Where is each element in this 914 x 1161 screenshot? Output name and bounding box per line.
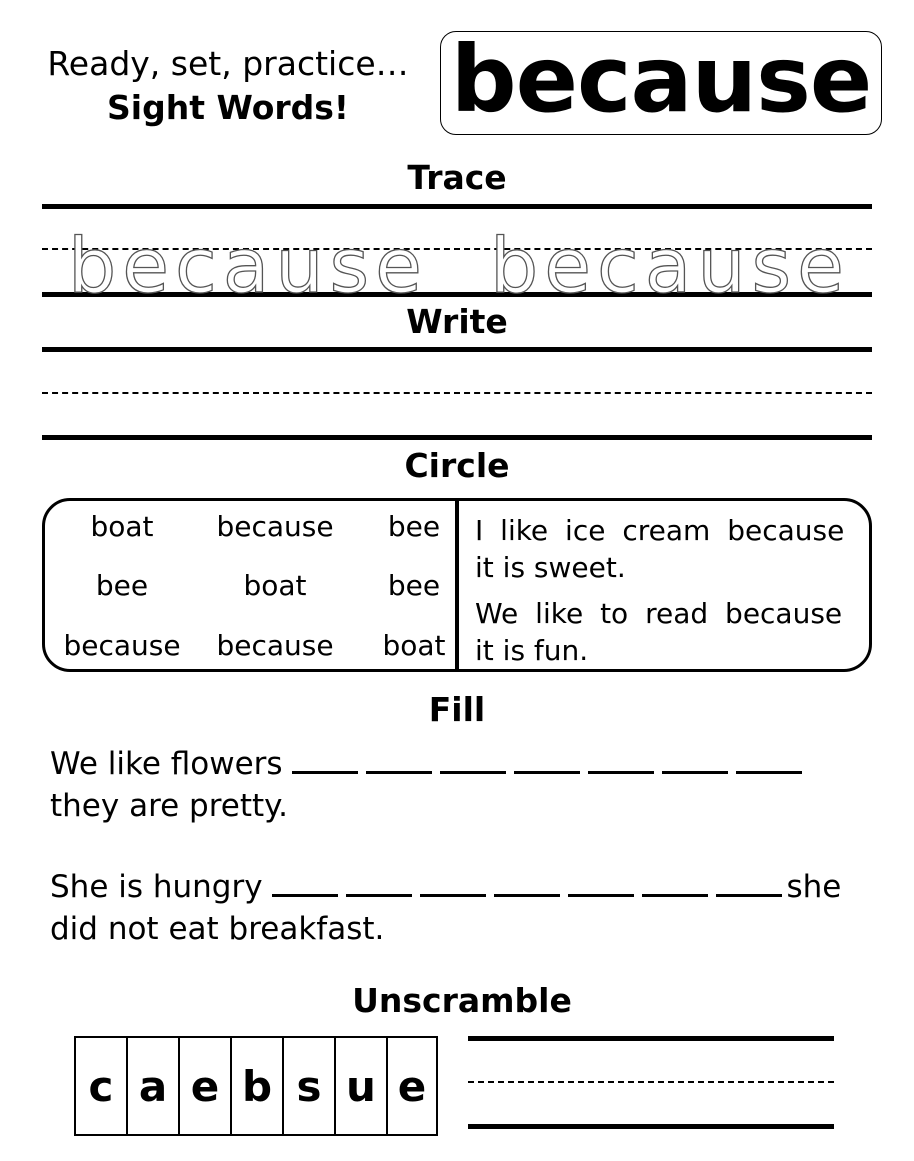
fill-sentence-2-text: She is hungry: [50, 869, 263, 905]
letter-blank[interactable]: [272, 868, 338, 897]
letter-blank[interactable]: [736, 745, 802, 774]
letter-tile[interactable]: e: [178, 1038, 230, 1134]
circle-word[interactable]: bee: [95, 569, 149, 602]
circle-word[interactable]: because: [216, 629, 334, 662]
fill-sentence-2-line-2: did not eat breakfast.: [50, 911, 385, 947]
letter-tile[interactable]: e: [386, 1038, 438, 1134]
circle-word[interactable]: because: [216, 510, 334, 543]
letter-blank[interactable]: [440, 745, 506, 774]
circle-divider: [455, 500, 459, 670]
letter-blank[interactable]: [642, 868, 708, 897]
unscramble-mid-line[interactable]: [468, 1081, 834, 1083]
section-title-fill: Fill: [428, 690, 486, 729]
letter-blank[interactable]: [514, 745, 580, 774]
fill-sentence-1-line-2: they are pretty.: [50, 788, 288, 824]
fill-sentence-1-line-1: [50, 744, 810, 785]
circle-sentence-2-line-1[interactable]: We like to read because: [475, 597, 843, 630]
letter-blank[interactable]: [662, 745, 728, 774]
section-title-write: Write: [406, 302, 508, 341]
fill-sentence-1-text: We like flowers: [50, 746, 283, 782]
circle-sentence-2-line-2[interactable]: it is fun.: [475, 634, 589, 667]
fill-sentence-2-after: she: [786, 869, 842, 905]
section-title-unscramble: Unscramble: [352, 981, 572, 1020]
section-title-trace: Trace: [407, 158, 507, 197]
sight-word-box: [440, 26, 882, 135]
write-mid-line[interactable]: [42, 392, 872, 394]
trace-word-2[interactable]: because: [490, 221, 850, 310]
circle-sentence-1-line-1[interactable]: I like ice cream because: [475, 514, 845, 547]
letter-tile[interactable]: u: [334, 1038, 386, 1134]
circle-word[interactable]: because: [63, 629, 181, 662]
letter-blank[interactable]: [494, 868, 560, 897]
letter-tile[interactable]: b: [230, 1038, 282, 1134]
circle-word[interactable]: boat: [382, 629, 446, 662]
section-title-circle: Circle: [404, 446, 510, 485]
circle-word[interactable]: boat: [243, 569, 307, 602]
write-top-line[interactable]: [42, 347, 872, 352]
circle-sentence-1-line-2[interactable]: it is sweet.: [475, 551, 626, 584]
letter-blank[interactable]: [420, 868, 486, 897]
letter-tile[interactable]: c: [74, 1038, 126, 1134]
worksheet-heading: [28, 42, 428, 130]
scrambled-letters: [74, 1036, 438, 1136]
unscramble-top-line[interactable]: [468, 1036, 834, 1041]
letter-blank[interactable]: [346, 868, 412, 897]
circle-word[interactable]: bee: [387, 510, 441, 543]
trace-top-line: [42, 204, 872, 209]
unscramble-base-line[interactable]: [468, 1124, 834, 1129]
letter-blank[interactable]: [716, 868, 782, 897]
heading-line-2: Sight Words!: [107, 88, 349, 127]
trace-word-1[interactable]: because: [68, 221, 428, 310]
letter-blank[interactable]: [588, 745, 654, 774]
write-base-line[interactable]: [42, 435, 872, 440]
letter-tile[interactable]: a: [126, 1038, 178, 1134]
fill-sentence-2-line-1: [50, 867, 841, 908]
heading-line-1: Ready, set, practice…: [47, 44, 409, 83]
circle-word[interactable]: bee: [387, 569, 441, 602]
letter-blank[interactable]: [292, 745, 358, 774]
letter-blank[interactable]: [366, 745, 432, 774]
circle-word[interactable]: boat: [90, 510, 154, 543]
letter-blank[interactable]: [568, 868, 634, 897]
letter-tile[interactable]: s: [282, 1038, 334, 1134]
sight-word: because: [450, 26, 872, 133]
